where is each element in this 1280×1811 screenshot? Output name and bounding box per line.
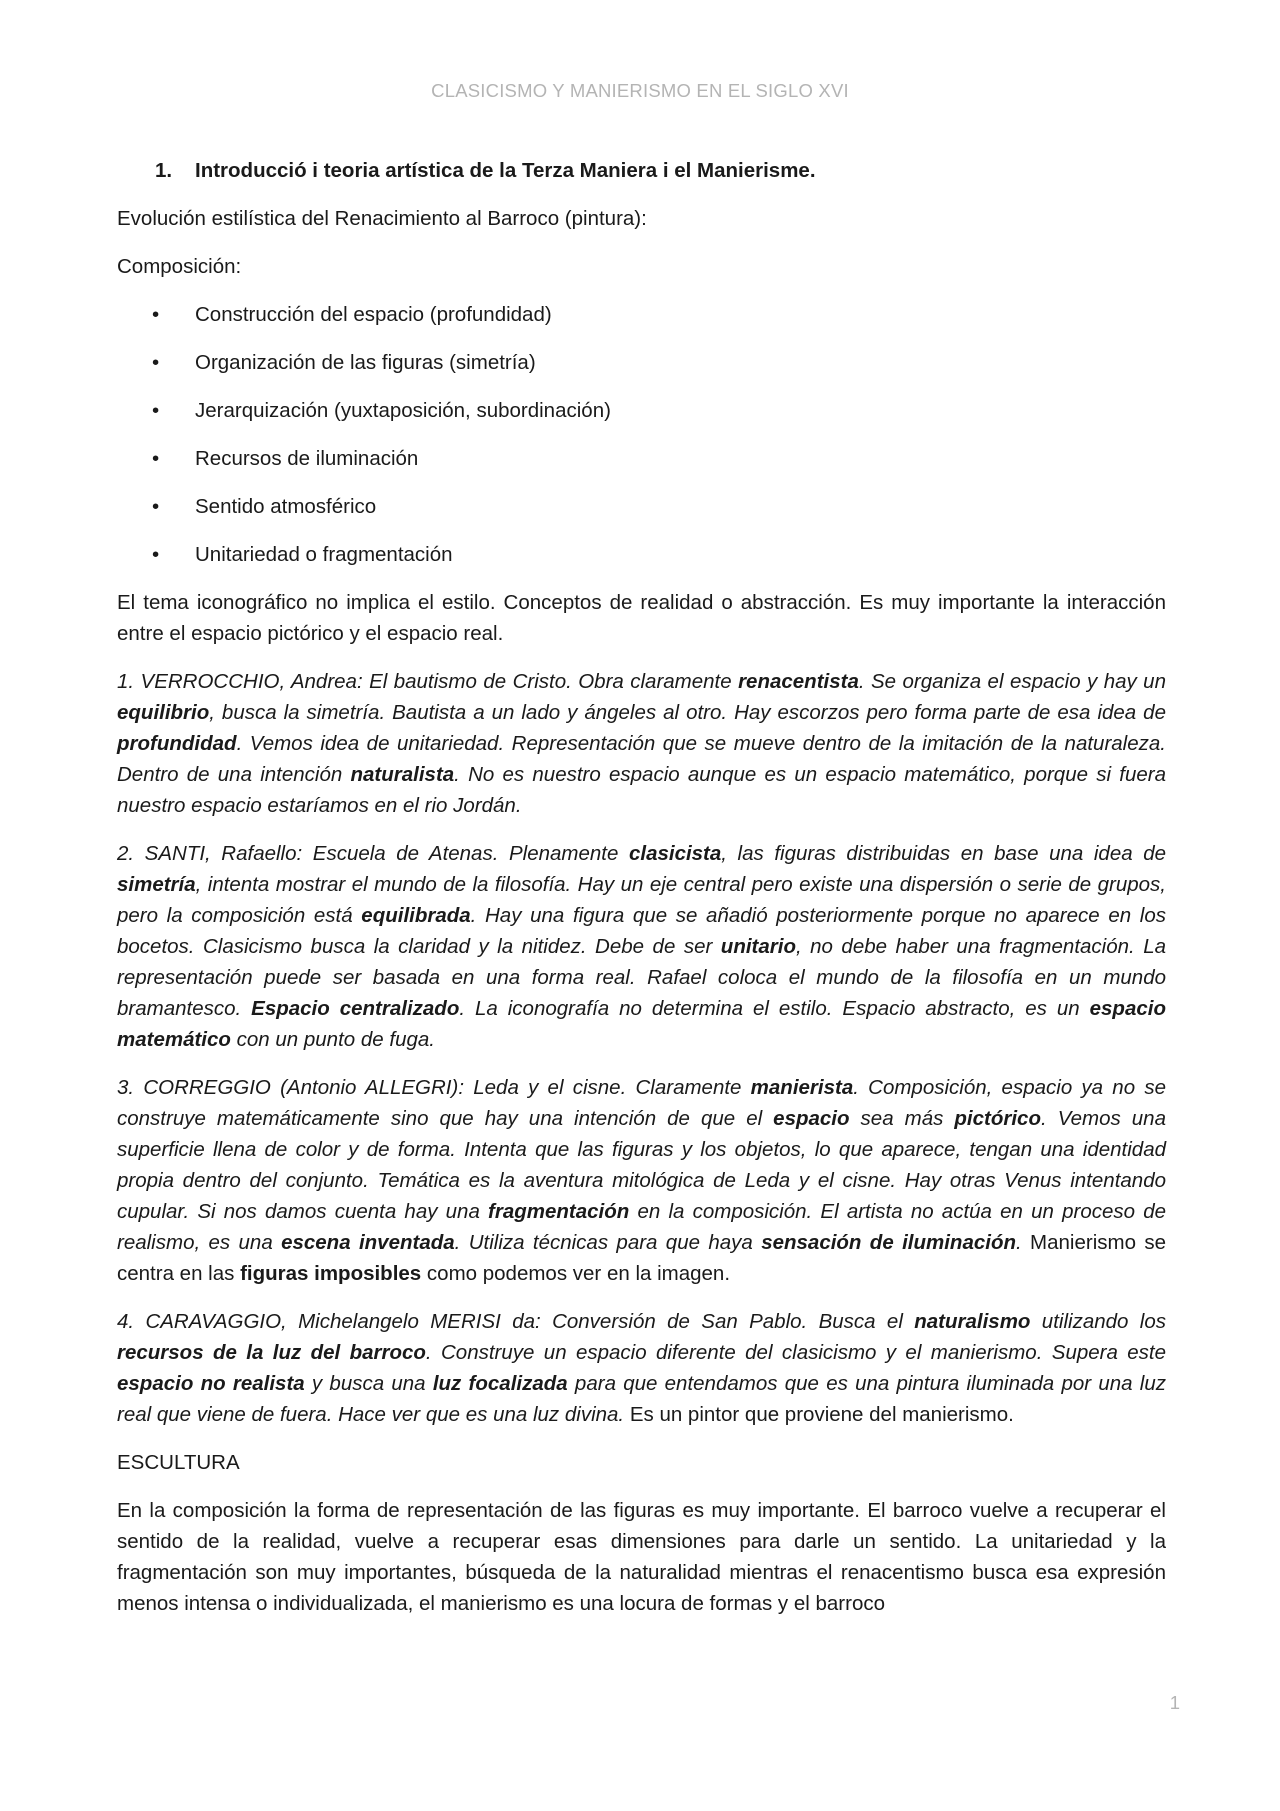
- list-item: • Jerarquización (yuxtaposición, subordinación): [117, 395, 1166, 426]
- paragraph-caravaggio: 4. CARAVAGGIO, Michelangelo MERISI da: Conversión de San Pablo. Busca el naturalismo utilizando los recursos de la luz del barroco. Construye un espacio diferente del clasicismo y el manierismo. Supera este espacio no realista y busca una luz focalizada para que entendamos que es una pintura iluminada por una luz real que viene de fuera. Hace ver que es una luz divina. Es un pintor que proviene del manierismo.: [117, 1310, 1167, 1426]
- list-item: • Organización de las figuras (simetría): [117, 347, 1166, 378]
- document-body: [117, 155, 1166, 1618]
- paragraph-tema: El tema iconográfico no implica el estilo. Conceptos de realidad o abstracción. Es muy importante la interacción entre el espacio pictórico y el espacio real.: [117, 591, 1166, 645]
- bullet-icon: •: [152, 399, 160, 422]
- section-heading: [117, 155, 1166, 186]
- paragraph-correggio: 3. CORREGGIO (Antonio ALLEGRI): Leda y el cisne. Claramente manierista. Composición, espacio ya no se construye matemáticamente sino que hay una intención de que el espacio sea más pictórico. Vemos una superficie llena de color y de forma. Intenta que las figuras y los objetos, lo que aparece, tengan una identidad propia dentro del conjunto. Temática es la aventura mitológica de Leda y el cisne. Hay otras Venus intentando cupular. Si nos damos cuenta hay una fragmentación en la composición. El artista no actúa en un proceso de realismo, es una escena inventada. Utiliza técnicas para que haya sensación de iluminación. Manierismo se centra en las figuras imposibles como podemos ver en la imagen.: [117, 1076, 1167, 1285]
- page-number: 1: [1169, 1692, 1180, 1713]
- heading-number: 1.: [155, 159, 173, 182]
- list-item: • Sentido atmosférico: [117, 491, 1166, 522]
- list-item: • Unitariedad o fragmentación: [117, 539, 1166, 570]
- intro-line: Evolución estilística del Renacimiento al Barroco (pintura):: [117, 207, 647, 230]
- bullet-icon: •: [152, 303, 160, 326]
- heading-text: Introducció i teoria artística de la Terza Maniera i el Manierisme.: [195, 159, 816, 182]
- bullet-icon: •: [152, 447, 160, 470]
- page-header: CLASICISMO Y MANIERISMO EN EL SIGLO XVI: [431, 80, 849, 101]
- bullet-icon: •: [152, 543, 160, 566]
- list-item: • Recursos de iluminación: [117, 443, 1166, 474]
- composition-list: [117, 299, 1166, 570]
- section-escultura: ESCULTURA: [117, 1451, 240, 1474]
- bullet-icon: •: [152, 351, 160, 374]
- paragraph-escultura: En la composición la forma de representación de las figuras es muy importante. El barroco vuelve a recuperar el sentido de la realidad, vuelve a recuperar esas dimensiones para darle un sentido. La unitariedad y la fragmentación son muy importantes, búsqueda de la naturalidad mientras el renacentismo busca esa expresión menos intensa o individualizada, el manierismo es una locura de formas y el barroco: [117, 1499, 1166, 1615]
- paragraph-santi: 2. SANTI, Rafaello: Escuela de Atenas. Plenamente clasicista, las figuras distribuidas en base una idea de simetría, intenta mostrar el mundo de la filosofía. Hay un eje central pero existe una dispersión o serie de grupos, pero la composición está equilibrada. Hay una figura que se añadió posteriormente porque no aparece en los bocetos. Clasicismo busca la claridad y la nitidez. Debe de ser unitario, no debe haber una fragmentación. La representación puede ser basada en una forma real. Rafael coloca el mundo de la filosofía en un mundo bramantesco. Espacio centralizado. La iconografía no determina el estilo. Espacio abstracto, es un espacio matemático con un punto de fuga.: [117, 842, 1166, 1051]
- paragraph-verrocchio: 1. VERROCCHIO, Andrea: El bautismo de Cristo. Obra claramente renacentista. Se organiza el espacio y hay un equilibrio, busca la simetría. Bautista a un lado y ángeles al otro. Hay escorzos pero forma parte de esa idea de profundidad. Vemos idea de unitariedad. Representación que se mueve dentro de la imitación de la naturaleza. Dentro de una intención naturalista. No es nuestro espacio aunque es un espacio matemático, porque si fuera nuestro espacio estaríamos en el rio Jordán.: [117, 670, 1166, 817]
- bullet-icon: •: [152, 495, 160, 518]
- composition-label: Composición:: [117, 255, 242, 278]
- list-item: • Construcción del espacio (profundidad): [117, 299, 1166, 330]
